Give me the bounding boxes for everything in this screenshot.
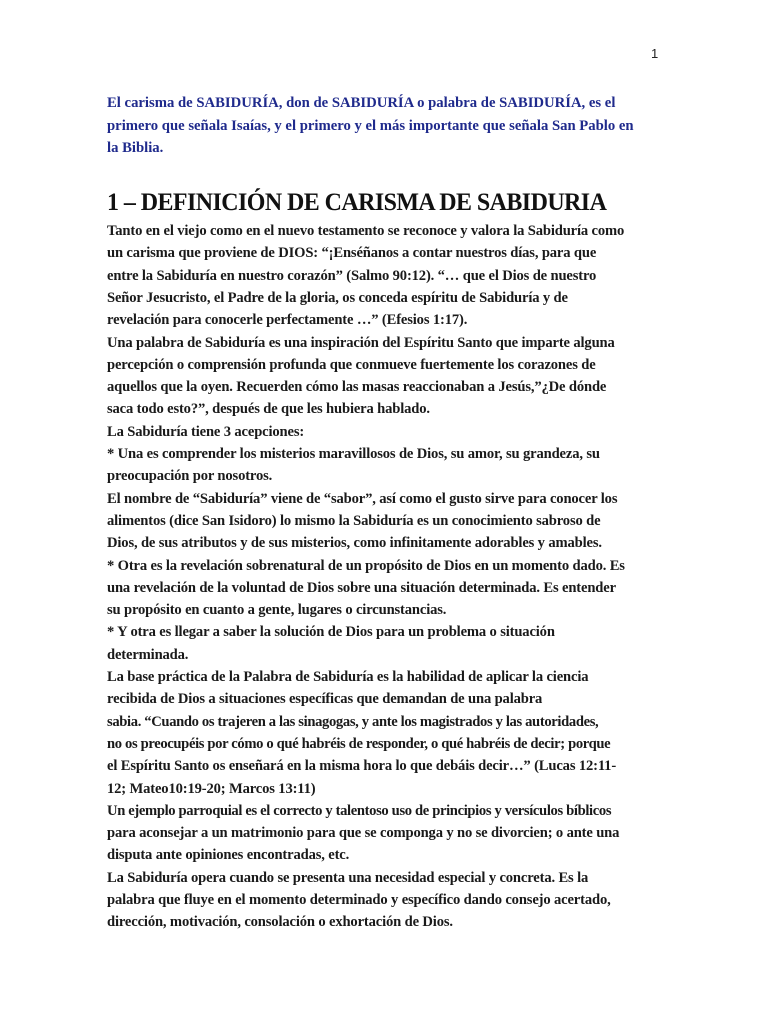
body-line: palabra que fluye en el momento determinado y específico dando consejo acertado, — [107, 892, 611, 909]
body-line: saca todo esto?”, después de que les hubiera hablado. — [107, 401, 430, 418]
intro-line: El carisma de SABIDURÍA, don de SABIDURÍA o palabra de SABIDURÍA, es el — [107, 95, 616, 111]
intro-paragraph — [107, 92, 667, 160]
body-line: entre la Sabiduría en nuestro corazón” (Salmo 90:12). “… que el Dios de nuestro — [107, 267, 597, 284]
body-line: La Sabiduría tiene 3 acepciones: — [107, 423, 305, 440]
body-line: * Otra es la revelación sobrenatural de un propósito de Dios en un momento dado. Es — [107, 557, 625, 574]
body-line: revelación para conocerle perfectamente …” (Efesios 1:17). — [107, 312, 468, 329]
body-line: El nombre de “Sabiduría” viene de “sabor”, así como el gusto sirve para conocer los — [107, 490, 618, 507]
body-line: una revelación de la voluntad de Dios sobre una situación determinada. Es entender — [107, 579, 616, 596]
body-line: disputa ante opiniones encontradas, etc. — [107, 847, 350, 864]
body-line: * Una es comprender los misterios maravillosos de Dios, su amor, su grandeza, su — [107, 446, 600, 463]
section-heading: 1 – DEFINICIÓN DE CARISMA DE SABIDURIA — [107, 187, 607, 217]
body-line: no os preocupéis por cómo o qué habréis de responder, o qué habréis de decir; porque — [107, 735, 611, 752]
body-line: preocupación por nosotros. — [107, 468, 273, 485]
body-line: Tanto en el viejo como en el nuevo testamento se reconoce y valora la Sabiduría como — [107, 223, 625, 240]
body-line: 12; Mateo10:19-20; Marcos 13:11) — [107, 780, 316, 797]
body-line: percepción o comprensión profunda que conmueve fuertemente los corazones de — [107, 356, 596, 373]
body-line: su propósito en cuanto a gente, lugares o circunstancias. — [107, 602, 447, 619]
body-line: sabia. “Cuando os trajeren a las sinagogas, y ante los magistrados y las autoridades, — [107, 713, 599, 730]
intro-line: primero que señala Isaías, y el primero y el más importante que señala San Pablo en — [107, 117, 634, 134]
body-line: para aconsejar a un matrimonio para que se componga y no se divorcien; o ante una — [107, 825, 620, 842]
body-line: alimentos (dice San Isidoro) lo mismo la Sabiduría es un conocimiento sabroso de — [107, 512, 601, 529]
body-line: * Y otra es llegar a saber la solución de Dios para un problema o situación — [107, 624, 555, 641]
body-line: Dios, de sus atributos y de sus misterios, como infinitamente adorables y amables. — [107, 535, 602, 552]
body-line: dirección, motivación, consolación o exhortación de Dios. — [107, 914, 453, 931]
body-line: un carisma que proviene de DIOS: “¡Enséñanos a contar nuestros días, para que — [107, 245, 597, 262]
intro-line: la Biblia. — [107, 140, 164, 157]
document-content — [107, 92, 667, 934]
section-body — [107, 220, 667, 934]
body-line: Una palabra de Sabiduría es una inspiración del Espíritu Santo que imparte alguna — [107, 334, 615, 351]
body-line: Un ejemplo parroquial es el correcto y talentoso uso de principios y versículos bíblicos — [107, 802, 612, 819]
body-line: determinada. — [107, 646, 189, 663]
body-line: el Espíritu Santo os enseñará en la misma hora lo que debáis decir…” (Lucas 12:11- — [107, 758, 617, 775]
page-number: 1 — [651, 46, 659, 61]
body-line: Señor Jesucristo, el Padre de la gloria, os conceda espíritu de Sabiduría y de — [107, 290, 568, 306]
body-line: recibida de Dios a situaciones específicas que demandan de una palabra — [107, 691, 543, 708]
body-line: aquellos que la oyen. Recuerden cómo las masas reaccionaban a Jesús,”¿De dónde — [107, 379, 607, 396]
body-line: La base práctica de la Palabra de Sabiduría es la habilidad de aplicar la ciencia — [107, 669, 589, 686]
body-line: La Sabiduría opera cuando se presenta una necesidad especial y concreta. Es la — [107, 869, 589, 886]
